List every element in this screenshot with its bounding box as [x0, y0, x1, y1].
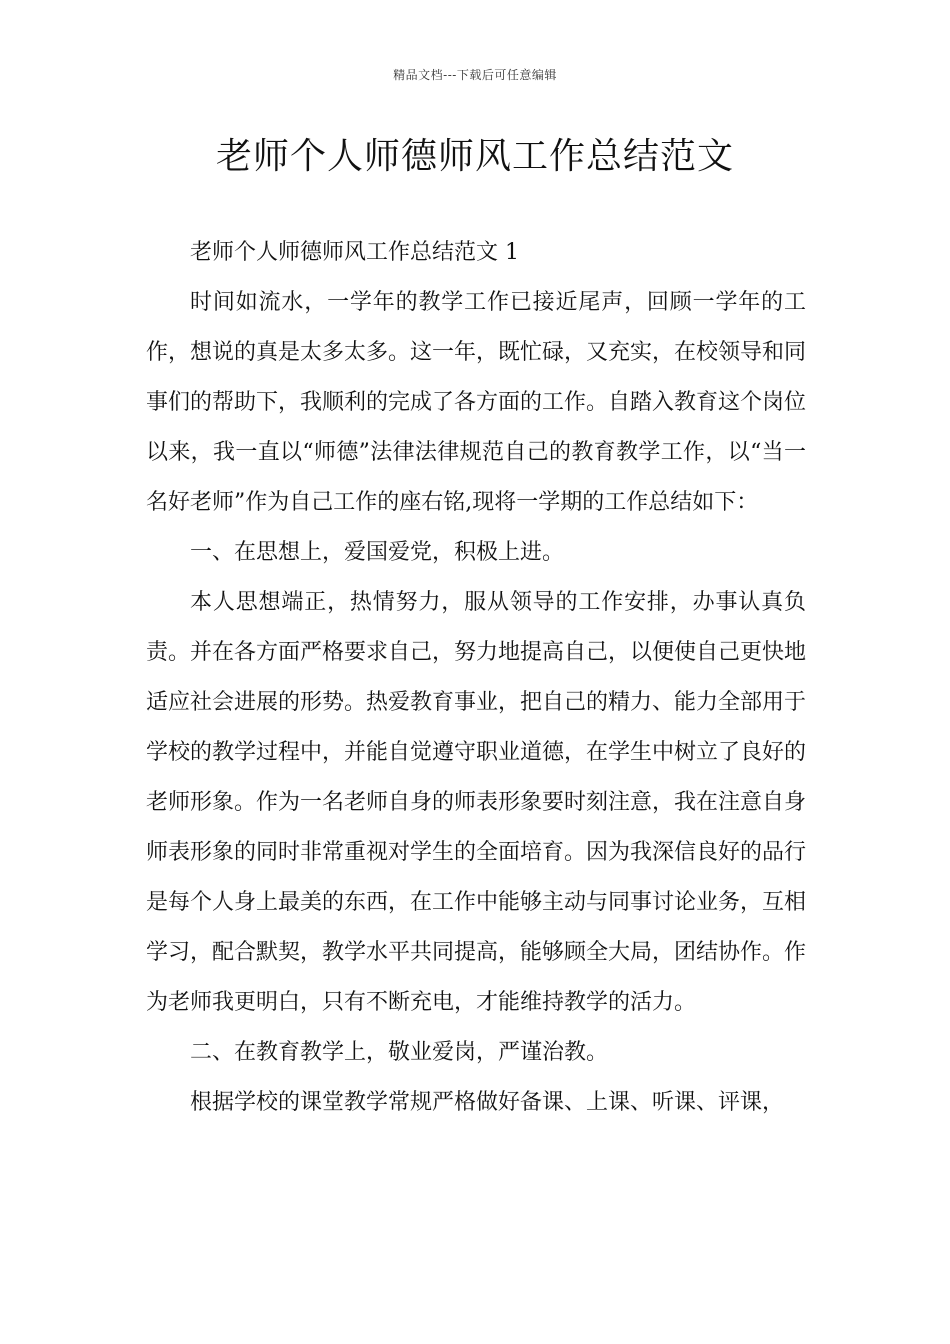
header-note: 精品文档---下载后可任意编辑	[393, 68, 557, 82]
document-body	[146, 228, 806, 1128]
body-paragraph: 根据学校的课堂教学常规严格做好备课、上课、听课、评课，	[190, 1090, 785, 1115]
section-heading: 一、在思想上，爱国爱党，积极上进。	[190, 540, 565, 565]
body-paragraph: 时间如流水，一学年的教学工作已接近尾声，回顾一学年的工作，想说的真是太多太多。这一年，既忙碌，又充实，在校领导和同事们的帮助下，我顺利的完成了各方面的工作。自踏入教育这个岗位以来，我一直以“师德”法律法律规范自己的教育教学工作，以“当一名好老师”作为自己工作的座右铭,现将一学期的工作总结如下：	[146, 290, 807, 515]
section-heading: 二、在教育教学上，敬业爱岗，严谨治教。	[190, 1040, 609, 1065]
document-title: 老师个人师德师风工作总结范文	[215, 136, 734, 177]
body-paragraph: 本人思想端正，热情努力，服从领导的工作安排，办事认真负责。并在各方面严格要求自己，努力地提高自己，以便使自己更快地适应社会进展的形势。热爱教育事业，把自己的精力、能力全部用于学校的教学过程中，并能自觉遵守职业道德，在学生中树立了良好的老师形象。作为一名老师自身的师表形象要时刻注意，我在注意自身师表形象的同时非常重视对学生的全面培育。因为我深信良好的品行是每个人身上最美的东西，在工作中能够主动与同事讨论业务，互相学习，配合默契，教学水平共同提高，能够顾全大局，团结协作。作为老师我更明白，只有不断充电，才能维持教学的活力。	[146, 590, 807, 1015]
section-heading: 老师个人师德师风工作总结范文 1	[190, 240, 519, 265]
